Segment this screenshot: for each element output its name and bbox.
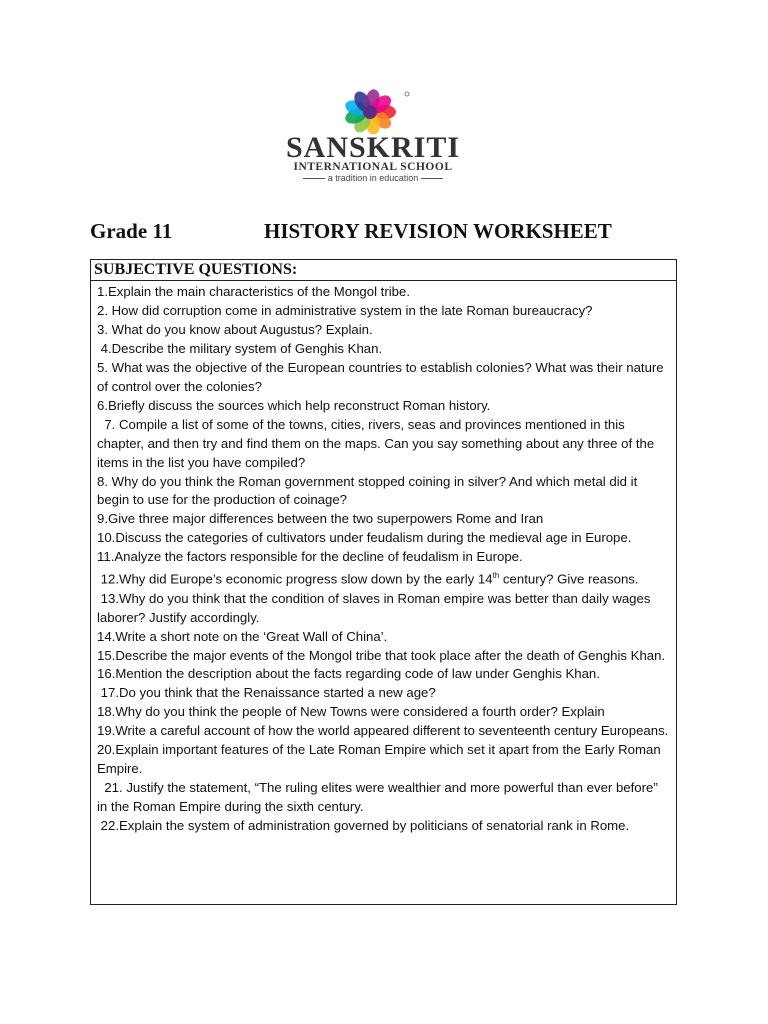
logo-name: SANSKRITI bbox=[285, 131, 461, 164]
question-item: 19.Write a careful account of how the world appeared different to seventeenth century Europeans. bbox=[97, 723, 669, 739]
logo-center bbox=[363, 105, 377, 119]
question-item: 20.Explain important features of the Late Roman Empire which set it apart from the Early Roman Empire. bbox=[97, 742, 661, 777]
question-item: 14.Write a short note on the ‘Great Wall of China’. bbox=[97, 628, 388, 644]
question-item: 11.Analyze the factors responsible for the decline of feudalism in Europe. bbox=[97, 549, 523, 565]
question-item: 22.Explain the system of administration governed by politicians of senatorial rank in Rome. bbox=[97, 818, 630, 834]
logo-tagline: a tradition in education bbox=[327, 173, 419, 183]
question-item: 8. Why do you think the Roman government stopped coining in silver? And which metal did it begin to use for the production of coinage? bbox=[97, 473, 638, 508]
logo-subtitle: INTERNATIONAL SCHOOL bbox=[293, 161, 453, 173]
question-item: 7. Compile a list of some of the towns, cities, rivers, seas and provinces mentioned in this chapter, and then try and find them on the maps. Can you say something about any three of the items in the list you have compiled? bbox=[97, 416, 655, 470]
questions-box bbox=[90, 259, 677, 905]
flower-logo-icon bbox=[333, 88, 413, 134]
question-item: 12.Why did Europe’s economic progress slow down by the early 14th century? Give reasons. bbox=[97, 571, 639, 587]
section-heading: SUBJECTIVE QUESTIONS: bbox=[91, 260, 676, 281]
question-item: 15.Describe the major events of the Mongol tribe that took place after the death of Genghis Khan. bbox=[97, 647, 666, 663]
question-item: 16.Mention the description about the facts regarding code of law under Genghis Khan. bbox=[97, 666, 600, 682]
school-logo bbox=[258, 88, 488, 183]
question-item: 3. What do you know about Augustus? Explain. bbox=[97, 321, 373, 337]
worksheet-title: HISTORY REVISION WORKSHEET bbox=[264, 219, 612, 243]
question-item: 2. How did corruption come in administrative system in the late Roman bureaucracy? bbox=[97, 302, 593, 318]
question-item: 1.Explain the main characteristics of the Mongol tribe. bbox=[97, 284, 410, 299]
logo-tagline-row bbox=[258, 173, 488, 183]
question-item: 6.Briefly discuss the sources which help reconstruct Roman history. bbox=[97, 397, 491, 413]
question-item: 9.Give three major differences between the two superpowers Rome and Iran bbox=[97, 511, 544, 527]
divider bbox=[421, 178, 443, 179]
question-item: 10.Discuss the categories of cultivators under feudalism during the medieval age in Europe. bbox=[97, 530, 632, 546]
question-item: 4.Describe the military system of Genghis Khan. bbox=[97, 340, 383, 356]
divider bbox=[303, 178, 325, 179]
question-item: 5. What was the objective of the European countries to establish colonies? What was their nature of control over the colonies? bbox=[97, 359, 664, 394]
grade-label: Grade 11 bbox=[90, 219, 173, 243]
question-item: 18.Why do you think the people of New Towns were considered a fourth order? Explain bbox=[97, 704, 605, 720]
question-item: 13.Why do you think that the condition of slaves in Roman empire was better than daily wages laborer? Justify accordingly. bbox=[97, 590, 651, 625]
question-item: 17.Do you think that the Renaissance started a new age? bbox=[97, 685, 436, 701]
question-item: 21. Justify the statement, “The ruling elites were wealthier and more powerful than ever before” in the Roman Empire during the sixth century. bbox=[97, 780, 658, 815]
question-list bbox=[91, 281, 676, 836]
